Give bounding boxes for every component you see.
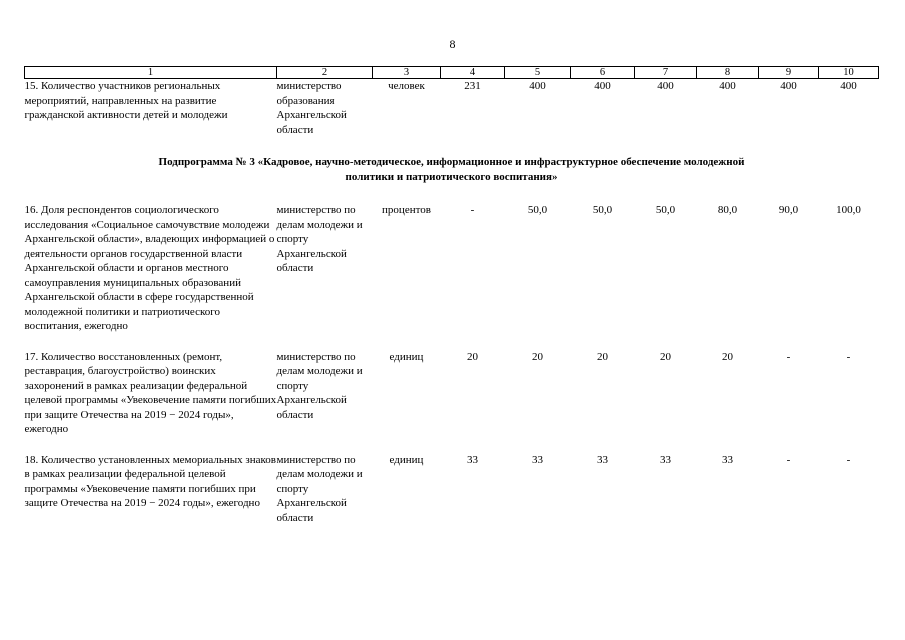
indicators-table (24, 66, 879, 525)
indicator-name: 17. Количество восстановленных (ремонт, реставрация, благоустройство) воинских захоронений в рамках реализации федеральной целевой программы «Увековечение памяти погибших при защите Отечества на 2019 − 2024 годы», ежегодно (24, 350, 277, 435)
table-row (25, 453, 879, 526)
value-cell: 33 (532, 453, 543, 466)
value-cell: 33 (597, 453, 608, 466)
column-number: 3 (373, 67, 441, 79)
responsible-org: министерство по делам молодежи и спорту Архангельской области (276, 204, 363, 274)
value-cell: 80,0 (717, 204, 738, 216)
value-cell: 50,0 (527, 204, 548, 216)
value-cell: - (786, 350, 791, 363)
value-cell: 400 (657, 80, 674, 92)
value-cell: 20 (532, 350, 543, 363)
value-cell: 33 (467, 453, 478, 466)
value-cell: 400 (840, 80, 857, 92)
value-cell: 33 (722, 453, 733, 466)
responsible-org: министерство по делам молодежи и спорту Архангельской области (276, 350, 363, 421)
unit: единиц (389, 350, 424, 363)
column-number: 8 (697, 67, 759, 79)
column-number: 4 (441, 67, 505, 79)
column-number: 7 (635, 67, 697, 79)
spacer-row (25, 184, 879, 203)
indicator-name: 15. Количество участников региональных мероприятий, направленных на развитие гражданской активности детей и молодежи (24, 80, 228, 121)
value-cell: - (786, 453, 791, 466)
value-cell: 400 (780, 80, 797, 92)
column-number: 5 (505, 67, 571, 79)
spacer-row (25, 437, 879, 453)
value-cell: 231 (464, 80, 481, 92)
unit: человек (388, 80, 425, 92)
value-cell: - (846, 350, 851, 363)
unit: процентов (382, 204, 431, 216)
value-cell: 20 (722, 350, 733, 363)
indicator-name: 18. Количество установленных мемориальных знаков в рамках реализации федеральной целевой программы «Увековечение памяти погибших при защите Отечества на 2019 − 2024 годы», ежегодно (24, 453, 276, 509)
subprogram-title: Подпрограмма № 3 «Кадровое, научно-методическое, информационное и инфраструктурное обеспечение молодежной политики и патриотического воспитания» (158, 156, 745, 183)
column-number: 6 (571, 67, 635, 79)
column-number: 10 (819, 67, 879, 79)
responsible-org: министерство по делам молодежи и спорту Архангельской области (276, 453, 363, 524)
value-cell: 20 (467, 350, 478, 363)
value-cell: 20 (660, 350, 671, 363)
subprogram-heading-row (25, 155, 879, 184)
table-row (25, 350, 879, 437)
unit: единиц (389, 453, 424, 466)
responsible-org: министерство образования Архангельской области (276, 80, 347, 136)
value-cell: 100,0 (836, 204, 861, 216)
value-cell: - (470, 204, 475, 216)
value-cell: 90,0 (778, 204, 799, 216)
table-row (25, 79, 879, 138)
value-cell: 400 (594, 80, 611, 92)
value-cell: 50,0 (655, 204, 676, 216)
page-number: 8 (449, 37, 456, 51)
indicator-name: 16. Доля респондентов социологического исследования «Социальное самочувствие молодежи Архангельской области», владеющих информацией о деятельности органов государственной власти Архангельской области и органов местного самоуправления муниципальных образований Архангельской области в сфере государственной молодежной политики и патриотического воспитания, ежегодно (24, 204, 275, 332)
value-cell: 20 (597, 350, 608, 363)
value-cell: 400 (529, 80, 546, 92)
value-cell: 400 (719, 80, 736, 92)
value-cell: 33 (660, 453, 671, 466)
column-number: 2 (277, 67, 373, 79)
column-number-row (25, 67, 879, 79)
spacer-row (25, 137, 879, 155)
table-row (25, 203, 879, 334)
value-cell: 50,0 (592, 204, 613, 216)
spacer-row (25, 334, 879, 350)
value-cell: - (846, 453, 851, 466)
column-number: 1 (25, 67, 277, 79)
column-number: 9 (759, 67, 819, 79)
